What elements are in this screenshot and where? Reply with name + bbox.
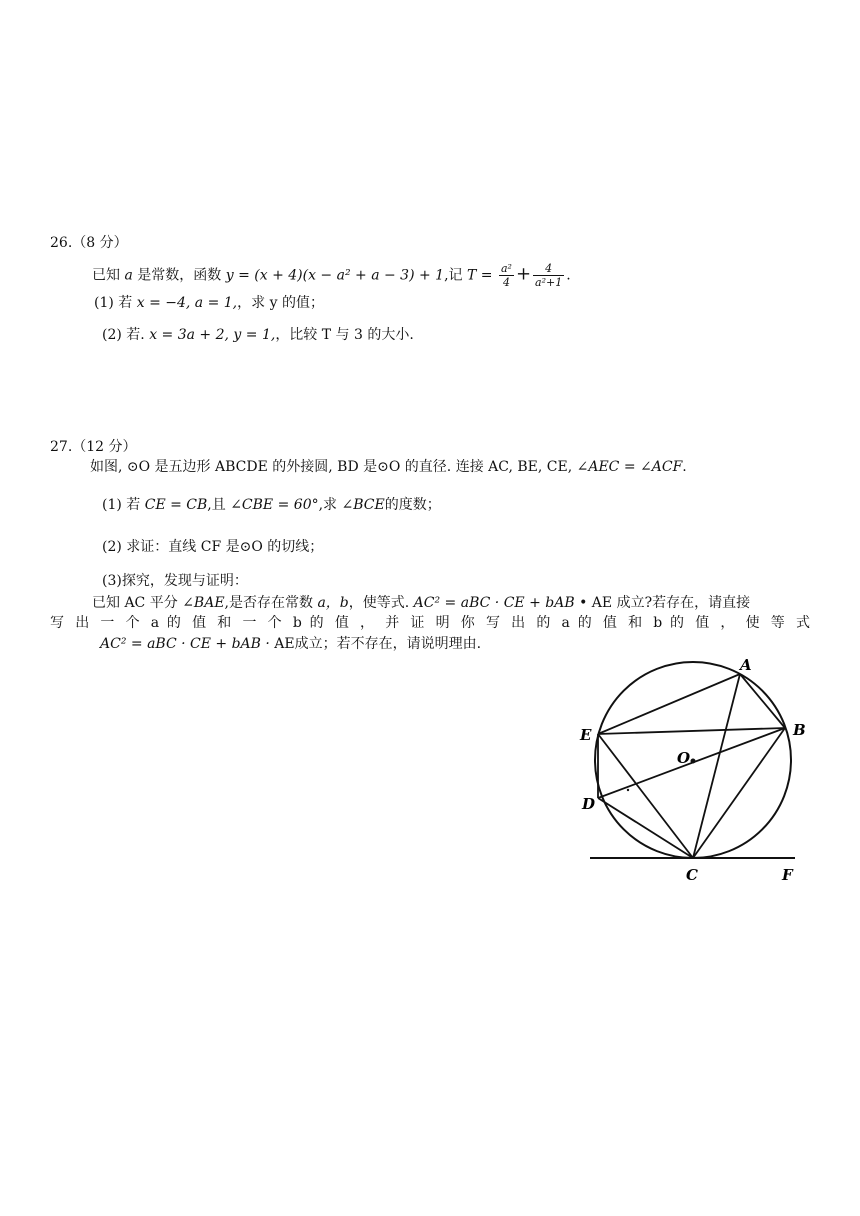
q27-part2: (2) 求证：直线 CF 是⊙O 的切线；	[102, 539, 324, 555]
q26-frac2-num: 4	[533, 262, 564, 276]
q27-part1-eq1: CE = CB	[144, 497, 208, 513]
segment-cd	[598, 798, 693, 858]
q27-part3-line1-tail: • AE 成立?若存在，请直接	[574, 595, 751, 611]
q26-T: T =	[467, 267, 493, 284]
stray-dot	[627, 789, 629, 791]
label-f: F	[782, 866, 793, 884]
q27-part3-line1-pre: 已知 AC 平分	[92, 595, 183, 611]
q26-frac1-den: 4	[502, 276, 510, 289]
q26-intro-mid: 是常数，函数	[132, 267, 226, 284]
label-c: C	[686, 866, 698, 884]
q26-frac2-den: a²+1	[535, 276, 563, 289]
q26-part2-label: (2) 若.	[102, 327, 150, 343]
q27-header: 27.（12 分）	[50, 439, 137, 455]
q27-part1	[102, 495, 441, 515]
q27-part3-line2: 写 出 一 个 a 的 值 和 一 个 b 的 值 ， 并 证 明 你 写 出 的 a 的 值 和 b 的 值 ， 使 等 式	[50, 615, 810, 631]
q27-part3-label: (3)探究，发现与证明：	[102, 573, 248, 589]
q27-intro-end: .	[682, 459, 687, 475]
q27-part1-tail: 的度数；	[384, 497, 441, 513]
q27-part3-line1	[92, 593, 750, 613]
q27-part3-equation: AC² = aBC · CE + bAB	[413, 595, 575, 611]
q26-part1-condition: x = −4, a = 1,	[136, 295, 238, 311]
q26-intro-pre: 已知	[92, 267, 125, 284]
q26-header: 26.（8 分）	[50, 235, 128, 251]
q27-part1-ask: ,求	[318, 497, 342, 513]
q26-frac1-num: a²	[500, 262, 512, 275]
label-a: A	[740, 656, 752, 674]
q26-part1	[94, 293, 324, 313]
q26-part1-label: (1) 若	[94, 295, 137, 311]
segment-ab	[740, 674, 785, 728]
label-o: O	[677, 749, 691, 767]
q27-part3-line3-equation: AC² = aBC · CE + bAB ·	[100, 636, 275, 652]
segment-bc	[693, 728, 785, 858]
center-point-o	[691, 759, 696, 764]
segment-ac	[693, 674, 740, 858]
label-d: D	[582, 795, 596, 813]
segment-be	[598, 728, 785, 734]
q27-part1-label: (1) 若	[102, 497, 145, 513]
segment-ea	[598, 674, 740, 734]
q27-part3-line3	[100, 634, 481, 654]
q27-intro-equation: ∠AEC = ∠ACF	[576, 459, 683, 475]
q26-part2-tail: ，比较 T 与 3 的大小.	[275, 327, 414, 343]
q27-part1-mid: ,且	[207, 497, 231, 513]
q26-part2	[102, 325, 414, 345]
q26-intro	[92, 262, 571, 289]
q26-ji: ,记	[444, 267, 467, 284]
q26-part1-tail: ，求 y 的值；	[237, 295, 324, 311]
q26-intro-a: a	[124, 267, 133, 284]
q26-period: .	[566, 267, 571, 284]
label-e: E	[580, 726, 592, 744]
q26-plus: +	[515, 263, 532, 285]
q27-part3-constants: a，b	[317, 595, 349, 611]
q27-intro	[90, 457, 687, 477]
label-b: B	[793, 721, 806, 739]
geometry-figure	[570, 650, 820, 890]
q27-part3-line1-mid: ,是否存在常数	[224, 595, 318, 611]
q27-part3-line1-sh: ，使等式.	[348, 595, 414, 611]
q27-part1-eq3: ∠BCE	[341, 497, 385, 513]
q26-frac1	[499, 262, 514, 289]
q27-part1-eq2: ∠CBE = 60°	[230, 497, 319, 513]
q27-part3-line3-tail: AE成立；若不存在，请说明理由.	[274, 636, 482, 652]
q26-frac2	[533, 262, 564, 289]
q26-function: y = (x + 4)(x − a² + a − 3) + 1	[225, 267, 445, 284]
q27-part3-angle: ∠BAE	[182, 595, 225, 611]
q27-intro-text: 如图, ⊙O 是五边形 ABCDE 的外接圆, BD 是⊙O 的直径. 连接 AC, BE, CE,	[90, 459, 577, 475]
q26-part2-condition: x = 3a + 2, y = 1,	[149, 327, 276, 343]
